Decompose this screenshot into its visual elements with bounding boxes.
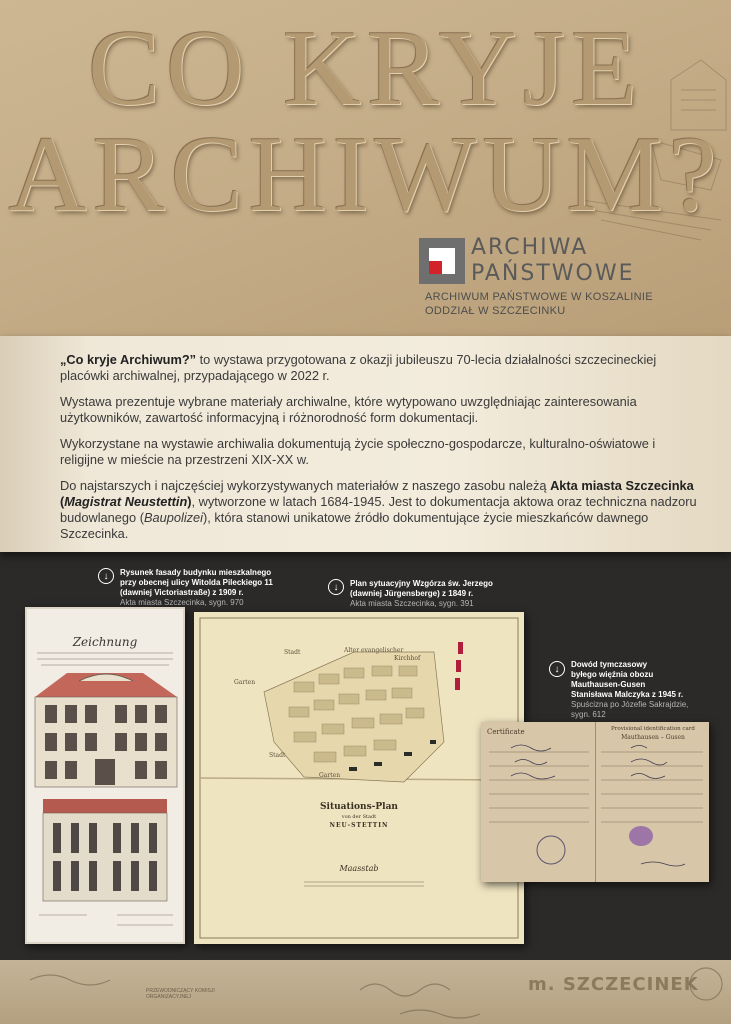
plan-label-kirchhof: Alter evangelischer bbox=[344, 647, 404, 654]
header-banner bbox=[0, 0, 731, 336]
intro-paragraph-2: Wystawa prezentuje wybrane materiały archiwalne, które wytypowano uwzględniając zainteresowania użytkowników, zawartość informacyjną i różnorodność form dokumentacji. bbox=[60, 394, 637, 425]
plan-city: NEU-STETTIN bbox=[329, 822, 389, 829]
exhibition-title-line1: CO KRYJE bbox=[87, 9, 644, 128]
caption-certificate: Dowód tymczasowy byłego więźnia obozu Mauthausen-Gusen Stanisława Malczyka z 1945 r. Spuścizna po Józefie Sakrajdzie, sygn. 612 bbox=[571, 660, 689, 719]
commission-note: PRZEWODNICZĄCY KOMISJI ORGANIZACYJNEJ bbox=[146, 988, 215, 1000]
plan-map-illustration bbox=[194, 612, 524, 944]
intro-paragraph-3: Wykorzystane na wystawie archiwalia dokumentują życie społeczno-gospodarcze, kulturalno-oświatowe i religijne w mieście na przestrzeni XIX-XX w. bbox=[60, 436, 656, 467]
situation-plan bbox=[194, 612, 524, 944]
exhibition-title-line2: ARCHIWUM? bbox=[8, 115, 723, 234]
facade-illustration bbox=[27, 609, 183, 942]
bottom-handwriting bbox=[0, 960, 731, 1024]
bottom-archival-strip bbox=[0, 960, 731, 1024]
stamp-szczecinek: m. SZCZECINEK bbox=[528, 974, 699, 995]
logo-text-archiwa: ARCHIWA bbox=[471, 235, 589, 260]
intro-paragraph-1: „Co kryje Archiwum?” to wystawa przygotowana z okazji jubileuszu 70-lecia działalności szczecineckiej placówki archiwalnej, przypadającego w 2022 r. bbox=[60, 352, 657, 383]
svg-text:Stadt: Stadt bbox=[269, 752, 286, 759]
caption-facade: Rysunek fasady budynku mieszkalnego przy obecnej ulicy Witolda Pileckiego 11 (dawniej Victoriastraße) z 1909 r. Akta miasta Szczecinka, sygn. 970 bbox=[120, 568, 273, 607]
svg-text:Garten: Garten bbox=[319, 772, 341, 779]
archiwa-panstwowe-logo bbox=[419, 238, 465, 284]
facade-drawing bbox=[25, 607, 185, 944]
down-arrow-icon: ↓ bbox=[549, 661, 565, 677]
institution-branch: ODDZIAŁ W SZCZECINKU bbox=[425, 305, 566, 317]
plan-title: Situations-Plan bbox=[320, 802, 398, 812]
certificate-title-left: Certificate bbox=[487, 728, 525, 736]
facade-title: Zeichnung bbox=[72, 635, 138, 649]
institution-name: ARCHIWUM PAŃSTWOWE W KOSZALINIE bbox=[425, 291, 653, 303]
certificate-handwriting bbox=[481, 722, 709, 882]
caption-plan: Plan sytuacyjny Wzgórza św. Jerzego (dawniej Jürgensberge) z 1849 r. Akta miasta Szczecinka, sygn. 391 bbox=[350, 579, 493, 608]
logo-text-panstwowe: PAŃSTWOWE bbox=[471, 261, 635, 286]
certificate-title-right: Provisional identification card bbox=[611, 726, 695, 732]
prisoner-certificate bbox=[481, 722, 709, 882]
down-arrow-icon: ↓ bbox=[98, 568, 114, 584]
plan-scale-label: Maasstab bbox=[339, 864, 379, 873]
svg-text:Garten: Garten bbox=[234, 679, 256, 686]
intro-paragraph-4: Do najstarszych i najczęściej wykorzystywanych materiałów z naszego zasobu należą Akta miasta Szczecinka (Magistrat Neustettin), wytworzone w latach 1684-1945. Jest to dokumentacja aktowa oraz techniczna nadzoru budowlanego (Baupolizei), która stanowi unikatowe źródło dokumentujące życie mieszkańców dawnego Szczecinka. bbox=[60, 478, 697, 541]
certificate-subtitle-right: Mauthausen – Gusen bbox=[621, 734, 685, 741]
svg-text:Kirchhof: Kirchhof bbox=[394, 655, 421, 662]
plan-subtitle: von der Stadt bbox=[341, 814, 377, 820]
svg-text:Stadt: Stadt bbox=[284, 649, 301, 656]
down-arrow-icon: ↓ bbox=[328, 579, 344, 595]
